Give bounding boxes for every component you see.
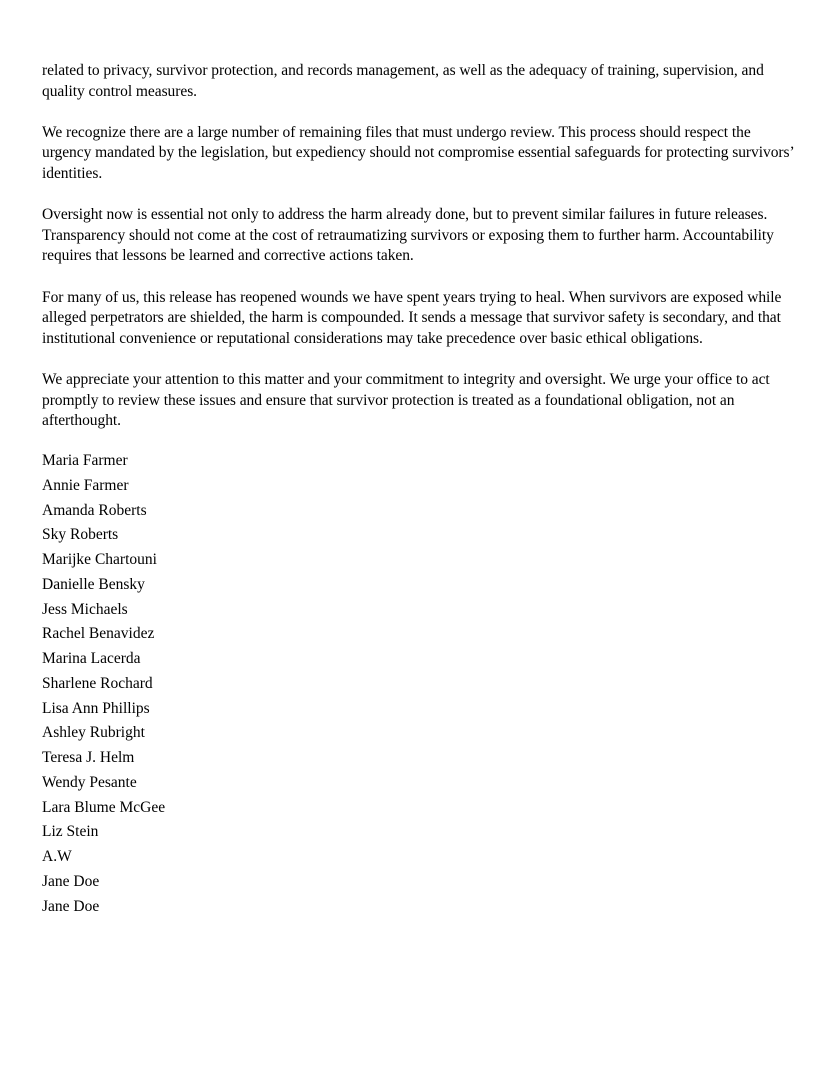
- paragraph-reopened-wounds: For many of us, this release has reopened wounds we have spent years trying to heal. When survivors are exposed while alleged perpetrators are shielded, the harm is compounded. It sends a message that survivor safety is secondary, and that institutional convenience or reputational considerations may take precedence over basic ethical obligations.: [42, 288, 782, 347]
- signatory-name: Teresa J. Helm: [42, 749, 135, 766]
- signatory-name: Jane Doe: [42, 872, 100, 890]
- paragraph-records-management: related to privacy, survivor protection, and records management, as well as the adequacy of training, supervision, and quality control measures.: [42, 62, 764, 100]
- paragraph-remaining-files: We recognize there are a large number of remaining files that must undergo review. This process should respect the urgency mandated by the legislation, but expediency should not compromise essential safeguards for protecting survivors’ identities.: [42, 123, 794, 182]
- paragraph-oversight: Oversight now is essential not only to address the harm already done, but to prevent similar failures in future releases. Transparency should not come at the cost of retraumatizing survivors or exposing them to further harm. Accountability requires that lessons be learned and corrective actions taken.: [42, 206, 774, 265]
- signatory-name: Annie Farmer: [42, 476, 129, 494]
- signatory-name: Liz Stein: [42, 823, 99, 841]
- signatory-name: Rachel Benavidez: [42, 625, 155, 643]
- signatory-name: Lara Blume McGee: [42, 798, 166, 816]
- signatory-name: A.W: [42, 848, 72, 865]
- signatory-name: Marina Lacerda: [42, 650, 141, 667]
- signatory-name: Sky Roberts: [42, 526, 119, 544]
- signatory-name: Wendy Pesante: [42, 773, 137, 791]
- signatory-name: Sharlene Rochard: [42, 674, 153, 692]
- signatory-name: Jess Michaels: [42, 600, 128, 618]
- signatory-name: Danielle Bensky: [42, 575, 145, 593]
- signatory-name: Lisa Ann Phillips: [42, 699, 150, 717]
- signatory-name: Jane Doe: [42, 897, 100, 915]
- signatory-list: [42, 451, 442, 921]
- signatory-name: Marijke Chartouni: [42, 551, 157, 568]
- signatory-name: Ashley Rubright: [42, 724, 145, 742]
- signatory-name: Maria Farmer: [42, 452, 128, 469]
- letter-body: [42, 61, 802, 452]
- paragraph-closing-request: We appreciate your attention to this matter and your commitment to integrity and oversight. We urge your office to act promptly to review these issues and ensure that survivor protection is treated as a foundational obligation, not an afterthought.: [42, 370, 770, 430]
- signatory-name: Amanda Roberts: [42, 501, 147, 519]
